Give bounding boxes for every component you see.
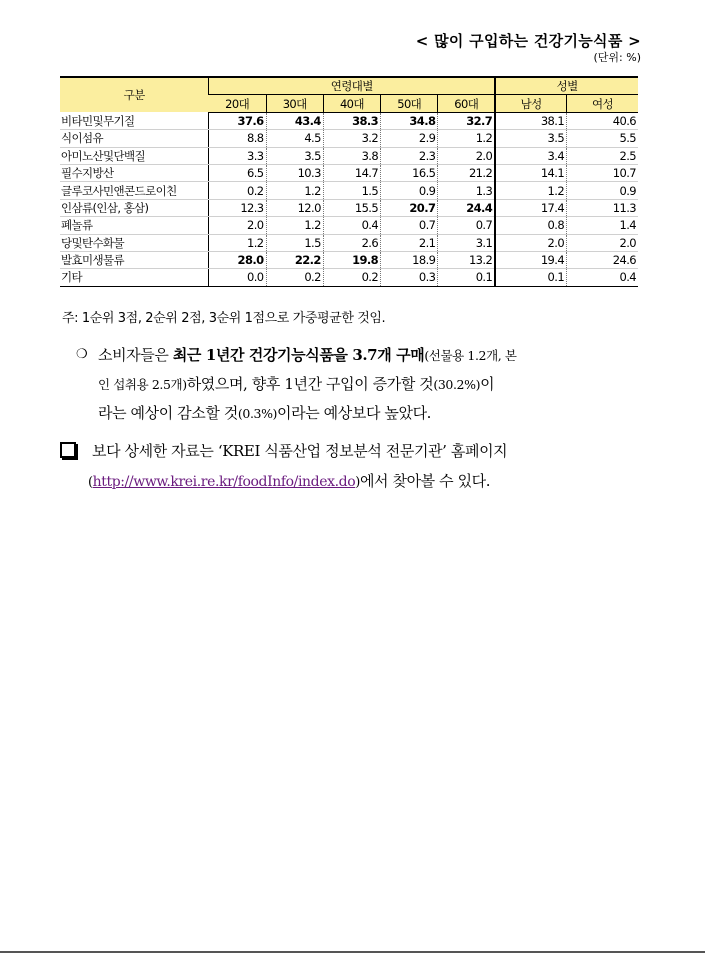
- text-run: (30.2%): [433, 377, 481, 392]
- paragraph-line: [76, 399, 642, 428]
- row-label: 폐놀류: [60, 217, 209, 234]
- table-cell: 3.1: [438, 234, 495, 251]
- table-cell: 1.2: [266, 217, 323, 234]
- table-cell: 28.0: [209, 251, 266, 268]
- table-cell: 1.5: [266, 234, 323, 251]
- page-bottom-rule: [0, 951, 705, 953]
- col-header: 60대: [438, 95, 495, 112]
- row-label: 비타민및무기질: [60, 112, 209, 129]
- table-row: [60, 269, 638, 286]
- table-cell: 2.1: [381, 234, 438, 251]
- table-cell: 1.4: [567, 217, 638, 234]
- row-label: 발효미생물류: [60, 251, 209, 268]
- table-cell: 38.1: [495, 112, 566, 129]
- table-cell: 15.5: [323, 199, 380, 216]
- table-cell: 18.9: [381, 251, 438, 268]
- table-cell: 24.6: [567, 251, 638, 268]
- paragraph-line: [60, 466, 642, 498]
- table-cell: 2.9: [381, 130, 438, 147]
- table-cell: 1.3: [438, 182, 495, 199]
- table-cell: 1.2: [209, 234, 266, 251]
- table-cell: 0.2: [323, 269, 380, 286]
- row-label: 당및탄수화물: [60, 234, 209, 251]
- table-row: [60, 234, 638, 251]
- col-header: 20대: [209, 95, 266, 112]
- krei-homepage-link[interactable]: http://www.krei.re.kr/foodInfo/index.do: [92, 474, 356, 490]
- table-cell: 3.5: [266, 147, 323, 164]
- text-run: 이: [480, 375, 495, 393]
- table-row: [60, 199, 638, 216]
- table-cell: 0.4: [567, 269, 638, 286]
- table-cell: 14.1: [495, 164, 566, 181]
- header-corner: 구분: [60, 77, 209, 112]
- table-cell: 24.4: [438, 199, 495, 216]
- text-run: 에서 찾아볼 수 있다.: [359, 472, 491, 490]
- text-run: ): [355, 475, 360, 490]
- table-cell: 0.2: [209, 182, 266, 199]
- table-row: [60, 130, 638, 147]
- table-cell: 5.5: [567, 130, 638, 147]
- table-cell: 0.8: [495, 217, 566, 234]
- row-label: 글루코사민앤콘드로이친: [60, 182, 209, 199]
- table-cell: 40.6: [567, 112, 638, 129]
- col-header: 여성: [567, 95, 638, 112]
- text-run: 인 섭취용 2.5개): [98, 377, 187, 392]
- table-row: [60, 164, 638, 181]
- row-label: 기타: [60, 269, 209, 286]
- table-cell: 12.0: [266, 199, 323, 216]
- table-cell: 43.4: [266, 112, 323, 129]
- table-cell: 0.3: [381, 269, 438, 286]
- circle-bullet-icon: ❍: [76, 347, 88, 362]
- table-row: [60, 217, 638, 234]
- checkbox-square-icon: [60, 442, 76, 458]
- table-cell: 32.7: [438, 112, 495, 129]
- table-unit: (단위: %): [593, 51, 641, 64]
- table-cell: 3.4: [495, 147, 566, 164]
- table-cell: 13.2: [438, 251, 495, 268]
- table-row: [60, 112, 638, 129]
- table-cell: 1.2: [438, 130, 495, 147]
- table-cell: 0.1: [495, 269, 566, 286]
- paragraph-line: [76, 370, 642, 399]
- header-sex-group: 성별: [495, 77, 638, 95]
- text-run: 하였으며, 향후 1년간 구입이 증가할 것: [186, 375, 434, 393]
- header-age-group: 연령대별: [209, 77, 495, 95]
- text-run: (선물용 1.2개, 본: [424, 348, 517, 363]
- table-cell: 37.6: [209, 112, 266, 129]
- col-header: 30대: [266, 95, 323, 112]
- table-cell: 38.3: [323, 112, 380, 129]
- table-cell: 12.3: [209, 199, 266, 216]
- table-cell: 21.2: [438, 164, 495, 181]
- table-cell: 6.5: [209, 164, 266, 181]
- table-cell: 0.1: [438, 269, 495, 286]
- table-cell: 3.5: [495, 130, 566, 147]
- row-label: 인삼류(인삼, 홍삼): [60, 199, 209, 216]
- table-footnote: 주: 1순위 3점, 2순위 2점, 3순위 1점으로 가중평균한 것임.: [62, 311, 386, 326]
- table-cell: 2.0: [438, 147, 495, 164]
- data-table: [60, 76, 638, 287]
- table-cell: 34.8: [381, 112, 438, 129]
- table-cell: 0.9: [567, 182, 638, 199]
- table-cell: 3.2: [323, 130, 380, 147]
- table-cell: 8.8: [209, 130, 266, 147]
- table-cell: 20.7: [381, 199, 438, 216]
- row-label: 필수지방산: [60, 164, 209, 181]
- table-cell: 22.2: [266, 251, 323, 268]
- table-cell: 1.5: [323, 182, 380, 199]
- table-cell: 16.5: [381, 164, 438, 181]
- paragraph-line: [76, 341, 642, 370]
- table-cell: 2.0: [495, 234, 566, 251]
- paragraph-line: 보다 상세한 자료는 ‘KREI 식품산업 정보분석 전문기관’ 홈페이지: [92, 442, 508, 460]
- table-row: [60, 182, 638, 199]
- text-run: (: [88, 475, 93, 490]
- table-cell: 14.7: [323, 164, 380, 181]
- col-header: 40대: [323, 95, 380, 112]
- table-cell: 17.4: [495, 199, 566, 216]
- reference-paragraph: [60, 436, 642, 498]
- row-label: 아미노산및단백질: [60, 147, 209, 164]
- table-cell: 3.3: [209, 147, 266, 164]
- text-run: 소비자들은: [98, 346, 173, 364]
- table-cell: 2.3: [381, 147, 438, 164]
- table-cell: 0.9: [381, 182, 438, 199]
- table-cell: 2.5: [567, 147, 638, 164]
- table-title: < 많이 구입하는 건강기능식품 >: [415, 32, 641, 50]
- table-cell: 0.7: [381, 217, 438, 234]
- table-cell: 10.7: [567, 164, 638, 181]
- table-cell: 0.7: [438, 217, 495, 234]
- table-cell: 2.0: [209, 217, 266, 234]
- text-run: 라는 예상이 감소할 것: [98, 404, 238, 422]
- table-cell: 19.8: [323, 251, 380, 268]
- table-row: [60, 251, 638, 268]
- table-cell: 11.3: [567, 199, 638, 216]
- table-cell: 4.5: [266, 130, 323, 147]
- table-cell: 2.0: [567, 234, 638, 251]
- table-row: [60, 147, 638, 164]
- table-cell: 1.2: [266, 182, 323, 199]
- table-cell: 10.3: [266, 164, 323, 181]
- text-run: 이라는 예상보다 높았다.: [277, 404, 432, 422]
- table-cell: 0.2: [266, 269, 323, 286]
- summary-paragraph: [76, 341, 642, 428]
- col-header: 남성: [495, 95, 566, 112]
- table-cell: 0.0: [209, 269, 266, 286]
- table-cell: 1.2: [495, 182, 566, 199]
- col-header: 50대: [381, 95, 438, 112]
- row-label: 식이섬유: [60, 130, 209, 147]
- table-cell: 19.4: [495, 251, 566, 268]
- table-cell: 3.8: [323, 147, 380, 164]
- table-cell: 0.4: [323, 217, 380, 234]
- table-cell: 2.6: [323, 234, 380, 251]
- text-run: (0.3%): [237, 406, 278, 421]
- text-run-bold: 최근 1년간 건강기능식품을 3.7개 구매: [172, 346, 425, 364]
